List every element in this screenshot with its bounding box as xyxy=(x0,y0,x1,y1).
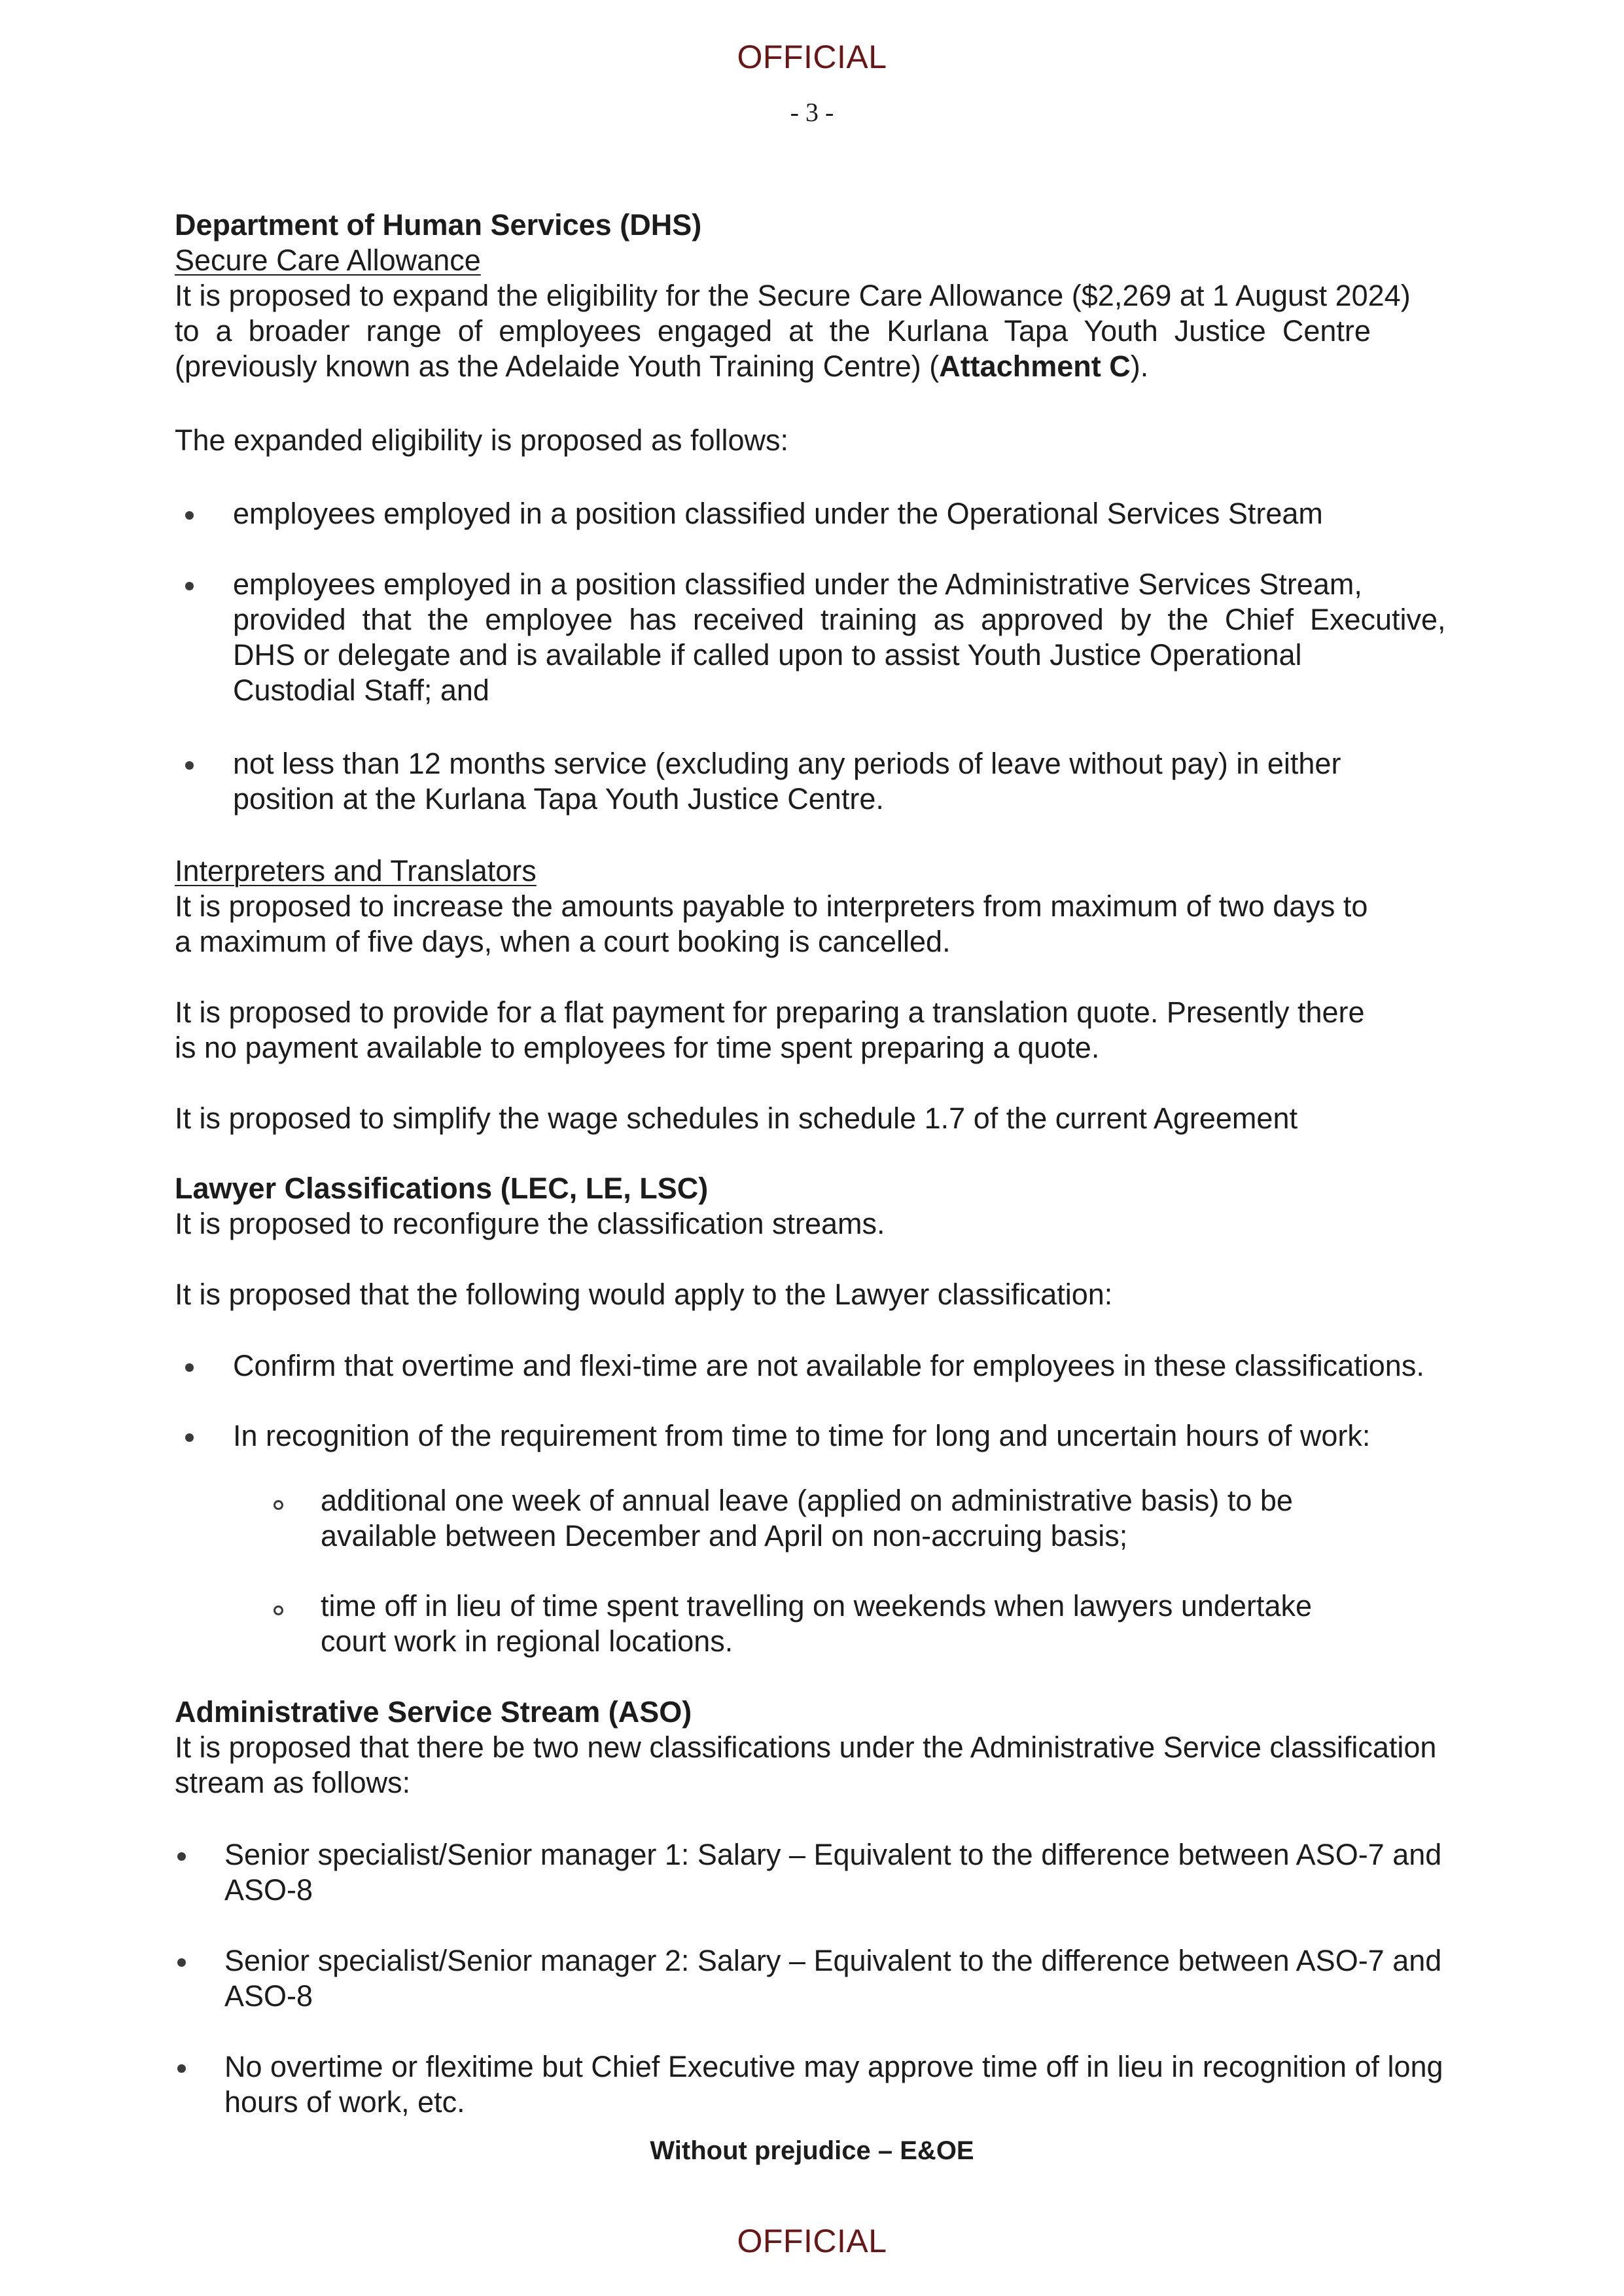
attachment-reference: Attachment C xyxy=(939,350,1131,383)
paragraph-line xyxy=(175,348,1148,385)
bullet-icon xyxy=(177,2064,186,2073)
list-item: Confirm that overtime and flexi-time are not available for employees in these classifications. xyxy=(233,1349,1424,1382)
paragraph-text: (previously known as the Adelaide Youth Training Centre) ( xyxy=(175,350,940,383)
classification-header: OFFICIAL xyxy=(737,39,887,75)
paragraph-line: a maximum of five days, when a court booking is cancelled. xyxy=(175,925,951,958)
paragraph-line: It is proposed to reconfigure the classification streams. xyxy=(175,1207,885,1240)
list-item: ASO-8 xyxy=(224,1873,313,1907)
subheading-interpreters-translators: Interpreters and Translators xyxy=(175,854,537,888)
sub-bullet-icon xyxy=(274,1605,283,1615)
list-item: Senior specialist/Senior manager 1: Salary – Equivalent to the difference between ASO-7 and xyxy=(224,1838,1442,1871)
bullet-icon xyxy=(185,1433,194,1442)
bullet-icon xyxy=(185,761,194,770)
bullet-icon xyxy=(177,1852,186,1861)
list-item: DHS or delegate and is available if called upon to assist Youth Justice Operational xyxy=(233,638,1302,672)
page-number: - 3 - xyxy=(790,98,834,127)
section-heading-lawyer: Lawyer Classifications (LEC, LE, LSC) xyxy=(175,1172,709,1205)
paragraph-line: It is proposed to provide for a flat payment for preparing a translation quote. Presently there xyxy=(175,996,1365,1029)
sub-list-item: available between December and April on non-accruing basis; xyxy=(321,1519,1128,1552)
section-heading-aso: Administrative Service Stream (ASO) xyxy=(175,1695,692,1729)
list-item: provided that the employee has received training as approved by the Chief Executive, xyxy=(233,603,1446,636)
paragraph-line: is no payment available to employees for time spent preparing a quote. xyxy=(175,1031,1100,1064)
list-item: No overtime or flexitime but Chief Executive may approve time off in lieu in recognition of long xyxy=(224,2050,1443,2083)
paragraph-line: It is proposed to increase the amounts payable to interpreters from maximum of two days to xyxy=(175,889,1368,923)
paragraph-line: It is proposed that the following would apply to the Lawyer classification: xyxy=(175,1278,1113,1311)
disclaimer-note: Without prejudice – E&OE xyxy=(650,2136,974,2165)
bullet-icon xyxy=(185,582,194,590)
paragraph-line: It is proposed to simplify the wage schedules in schedule 1.7 of the current Agreement xyxy=(175,1102,1297,1135)
paragraph-text: ). xyxy=(1130,350,1149,383)
paragraph-line: to a broader range of employees engaged at the Kurlana Tapa Youth Justice Centre xyxy=(175,314,1371,348)
paragraph-line: stream as follows: xyxy=(175,1766,411,1799)
sub-bullet-icon xyxy=(274,1500,283,1510)
list-item: not less than 12 months service (excluding any periods of leave without pay) in either xyxy=(233,747,1341,780)
paragraph-line: It is proposed that there be two new classifications under the Administrative Service classification xyxy=(175,1731,1437,1764)
list-item: Senior specialist/Senior manager 2: Salary – Equivalent to the difference between ASO-7 and xyxy=(224,1944,1442,1977)
list-item: employees employed in a position classified under the Operational Services Stream xyxy=(233,497,1323,530)
list-item: employees employed in a position classified under the Administrative Services Stream, xyxy=(233,567,1362,601)
list-item: ASO-8 xyxy=(224,1979,313,2013)
subheading-secure-care-allowance: Secure Care Allowance xyxy=(175,243,481,277)
bullet-icon xyxy=(185,511,194,520)
list-item: position at the Kurlana Tapa Youth Justice Centre. xyxy=(233,782,884,816)
eligibility-intro: The expanded eligibility is proposed as follows: xyxy=(175,423,789,457)
classification-footer: OFFICIAL xyxy=(737,2223,887,2259)
sub-list-item: court work in regional locations. xyxy=(321,1624,733,1658)
bullet-icon xyxy=(177,1958,186,1967)
bullet-icon xyxy=(185,1363,194,1372)
list-item: In recognition of the requirement from time to time for long and uncertain hours of work: xyxy=(233,1419,1371,1452)
list-item: Custodial Staff; and xyxy=(233,673,489,707)
sub-list-item: additional one week of annual leave (applied on administrative basis) to be xyxy=(321,1484,1293,1517)
sub-list-item: time off in lieu of time spent travelling on weekends when lawyers undertake xyxy=(321,1589,1312,1623)
paragraph-line: It is proposed to expand the eligibility for the Secure Care Allowance ($2,269 at 1 August 2024) xyxy=(175,279,1411,312)
list-item: hours of work, etc. xyxy=(224,2085,465,2119)
section-heading-dhs: Department of Human Services (DHS) xyxy=(175,208,702,242)
